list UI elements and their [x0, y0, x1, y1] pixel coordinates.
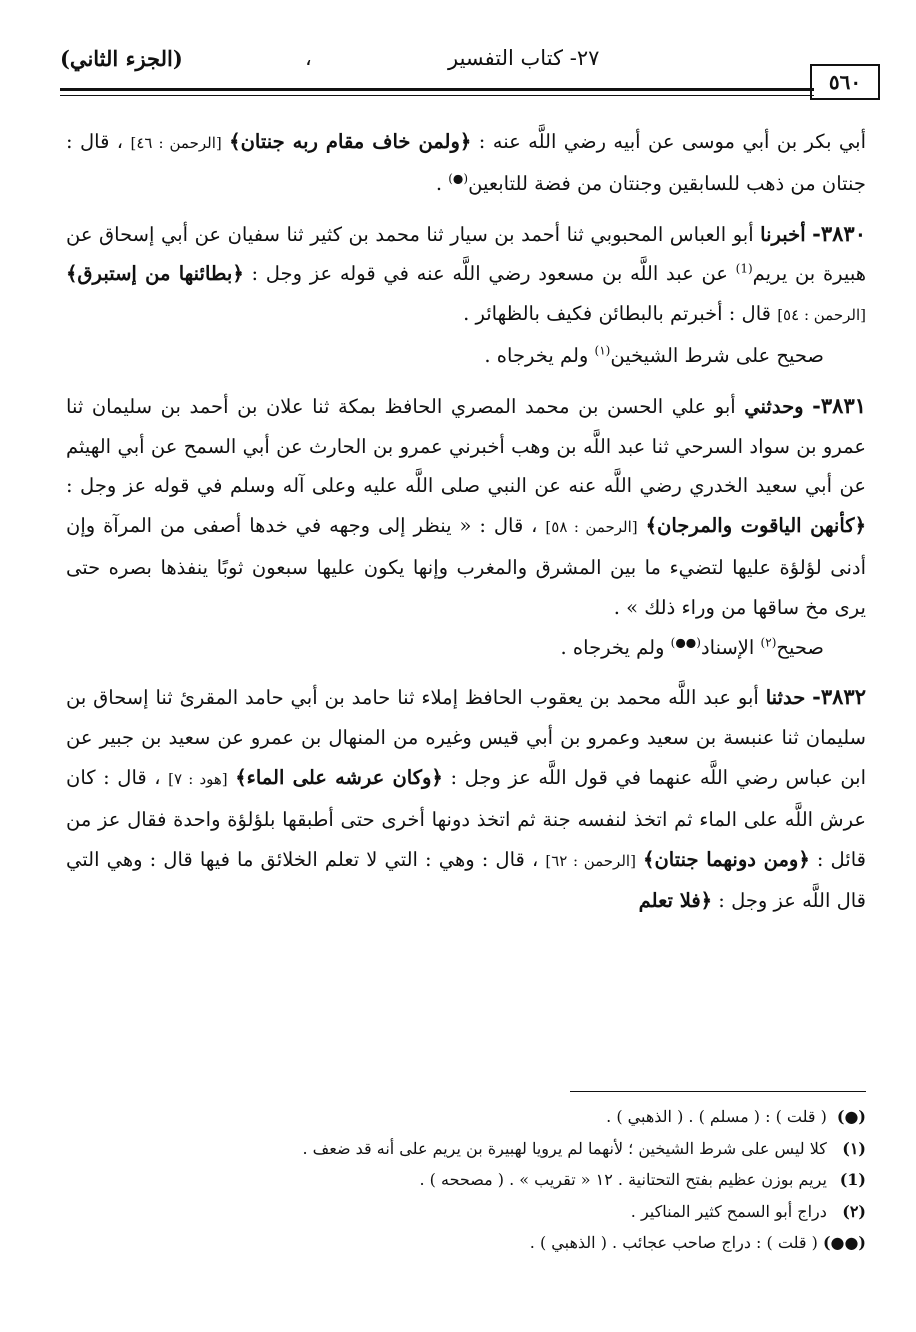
verse-reference: [الرحمن : ٤٦]: [130, 134, 222, 152]
text-run: ، قال : « ينظر إلى وجهه في خدها أصفى من المرآة وإن أدنى لؤلؤة عليها لتضيء ما بين المشرق والمغرب وإنها يكون عليها سبعون ثوبًا ينفذها بصره حتى يرى مخ ساقها من وراء ذلك » .: [66, 514, 866, 619]
footnote-text: دراج أبو السمح كثير المناكير .: [630, 1201, 827, 1221]
footnote-mark: (١): [842, 1138, 866, 1158]
footnote-text: ( قلت ) : دراج صاحب عجائب . ( الذهبي ) .: [529, 1233, 818, 1252]
footnote-mark: (●●): [822, 1233, 866, 1252]
hadith-3832: [66, 677, 866, 921]
footnote-text: كلا ليس على شرط الشيخين ؛ لأنهما لم يرويا لهبيرة بن يريم على أنه قد ضعف .: [302, 1138, 827, 1158]
text-run: ، قال : وهي : التي لا تعلم الخلائق ما فيها قال : وهي التي قال اللَّه عز وجل :: [66, 847, 866, 913]
footnote-ref: (●●): [670, 635, 701, 650]
footnote-item: [100, 1133, 866, 1165]
narration-keyword: أخبرنا: [760, 222, 806, 246]
page-header: [60, 40, 880, 102]
text-run: أبو علي الحسن بن محمد المصري الحافظ بمكة ثنا علان بن أحمد بن سليمان ثنا عمرو بن سواد السرحي ثنا عبد اللَّه بن وهب أخبرني عمرو بن الحارث عن أبي السمح عن أبي الهيثم عن أبي سعيد الخدري رضي اللَّه عنه عن النبي صلى اللَّه عليه وعلى آله وسلم في قوله عز وجل :: [66, 394, 866, 498]
grading-3830: [66, 336, 866, 376]
book-title: ٢٧- كتاب التفسير: [448, 46, 600, 70]
text-run: الإسناد: [700, 635, 755, 659]
header-rule-thick: [60, 88, 814, 91]
quran-quote: ﴿بطائنها من إستبرق﴾: [66, 262, 244, 286]
verse-reference: [الرحمن : ٥٨]: [545, 518, 638, 537]
quran-quote: ﴿وكان عرشه على الماء﴾: [235, 765, 443, 789]
text-run: قال : أخبرتم بالبطائن فكيف بالظهائر .: [463, 302, 771, 326]
footnote-ref: (١): [594, 343, 611, 358]
main-text: [66, 122, 866, 921]
paragraph-continuation: [66, 122, 866, 204]
text-run: صحيح: [776, 635, 824, 659]
footnote-ref: (1): [735, 261, 753, 276]
quran-quote: ﴿ولمن خاف مقام ربه جنتان﴾: [229, 130, 472, 153]
narration-keyword: وحدثني: [744, 394, 804, 418]
hadith-3831: [66, 386, 866, 628]
text-run: ، قال : جنتان من ذهب للسابقين وجنتان من فضة للتابعين: [66, 130, 866, 195]
text-run: ولم يخرجاه .: [484, 343, 589, 367]
hadith-number: ٣٨٣١-: [812, 392, 867, 418]
footnote-mark: (1): [839, 1170, 866, 1189]
quran-quote: ﴿فلا تعلم: [638, 889, 713, 913]
footnote-text: ( قلت ) : ( مسلم ) . ( الذهبي ) .: [606, 1107, 827, 1126]
text-run: أبو العباس المحبوبي ثنا أحمد بن سيار ثنا محمد بن كثير ثنا سفيان عن أبي إسحاق عن هبيرة بن يريم: [66, 222, 866, 286]
verse-reference: [الرحمن : ٦٢]: [545, 851, 636, 870]
text-run: أبو عبد اللَّه محمد بن يعقوب الحافظ إملاء ثنا حامد بن أبي حامد المقرئ ثنا إسحاق بن سليمان ثنا عنبسة بن سعيد وعمرو بن أبي قيس وغيره من المنهال بن عمرو عن سعيد بن جبير عن ابن عباس رضي اللَّه عنهما في قول اللَّه عز وجل :: [66, 686, 867, 789]
hadith-number: ٣٨٣٠-: [812, 220, 866, 246]
footnote-text: يريم بوزن عظيم بفتح التحتانية . ١٢ « تقريب » . ( مصححه ) .: [419, 1170, 827, 1189]
text-run: .: [435, 171, 443, 195]
footnote-ref: (●): [448, 171, 469, 186]
footnote-mark: (●): [836, 1107, 866, 1126]
grading-3831: [66, 628, 866, 668]
footnote-ref: (٢): [760, 635, 777, 650]
text-run: عن عبد اللَّه بن مسعود رضي اللَّه عنه في قوله عز وجل :: [251, 262, 728, 286]
narration-keyword: حدثنا: [765, 686, 806, 710]
footnote-item: [100, 1101, 866, 1133]
footnote-item: [100, 1164, 866, 1196]
footnote-item: [100, 1196, 866, 1228]
footnotes: [100, 1101, 866, 1259]
verse-reference: [هود : ٧]: [168, 769, 228, 788]
header-rule-thin: [60, 95, 814, 96]
text-run: صحيح على شرط الشيخين: [610, 343, 824, 367]
page-number: ٥٦٠: [810, 64, 880, 100]
quran-quote: ﴿كأنهن الياقوت والمرجان﴾: [645, 514, 866, 538]
volume-label: (الجزء الثاني): [60, 46, 183, 71]
text-run: ، قال : كان عرش اللَّه على الماء ثم اتخذ لنفسه جنة ثم اتخذ دونها أخرى حتى أطبقها بلؤلؤة واحدة فقال عز من قائل :: [66, 765, 866, 871]
text-run: ولم يخرجاه .: [560, 635, 665, 659]
footnote-separator: [570, 1091, 866, 1092]
header-separator: ،: [305, 46, 312, 70]
quran-quote: ﴿ومن دونهما جنتان﴾: [643, 847, 810, 871]
text-run: أبي بكر بن أبي موسى عن أبيه رضي اللَّه عنه :: [478, 130, 867, 153]
verse-reference: [الرحمن : ٥٤]: [777, 306, 866, 325]
footnote-mark: (٢): [842, 1201, 866, 1221]
footnote-item: [100, 1227, 866, 1259]
hadith-3830: [66, 214, 866, 336]
hadith-number: ٣٨٣٢-: [812, 684, 866, 710]
